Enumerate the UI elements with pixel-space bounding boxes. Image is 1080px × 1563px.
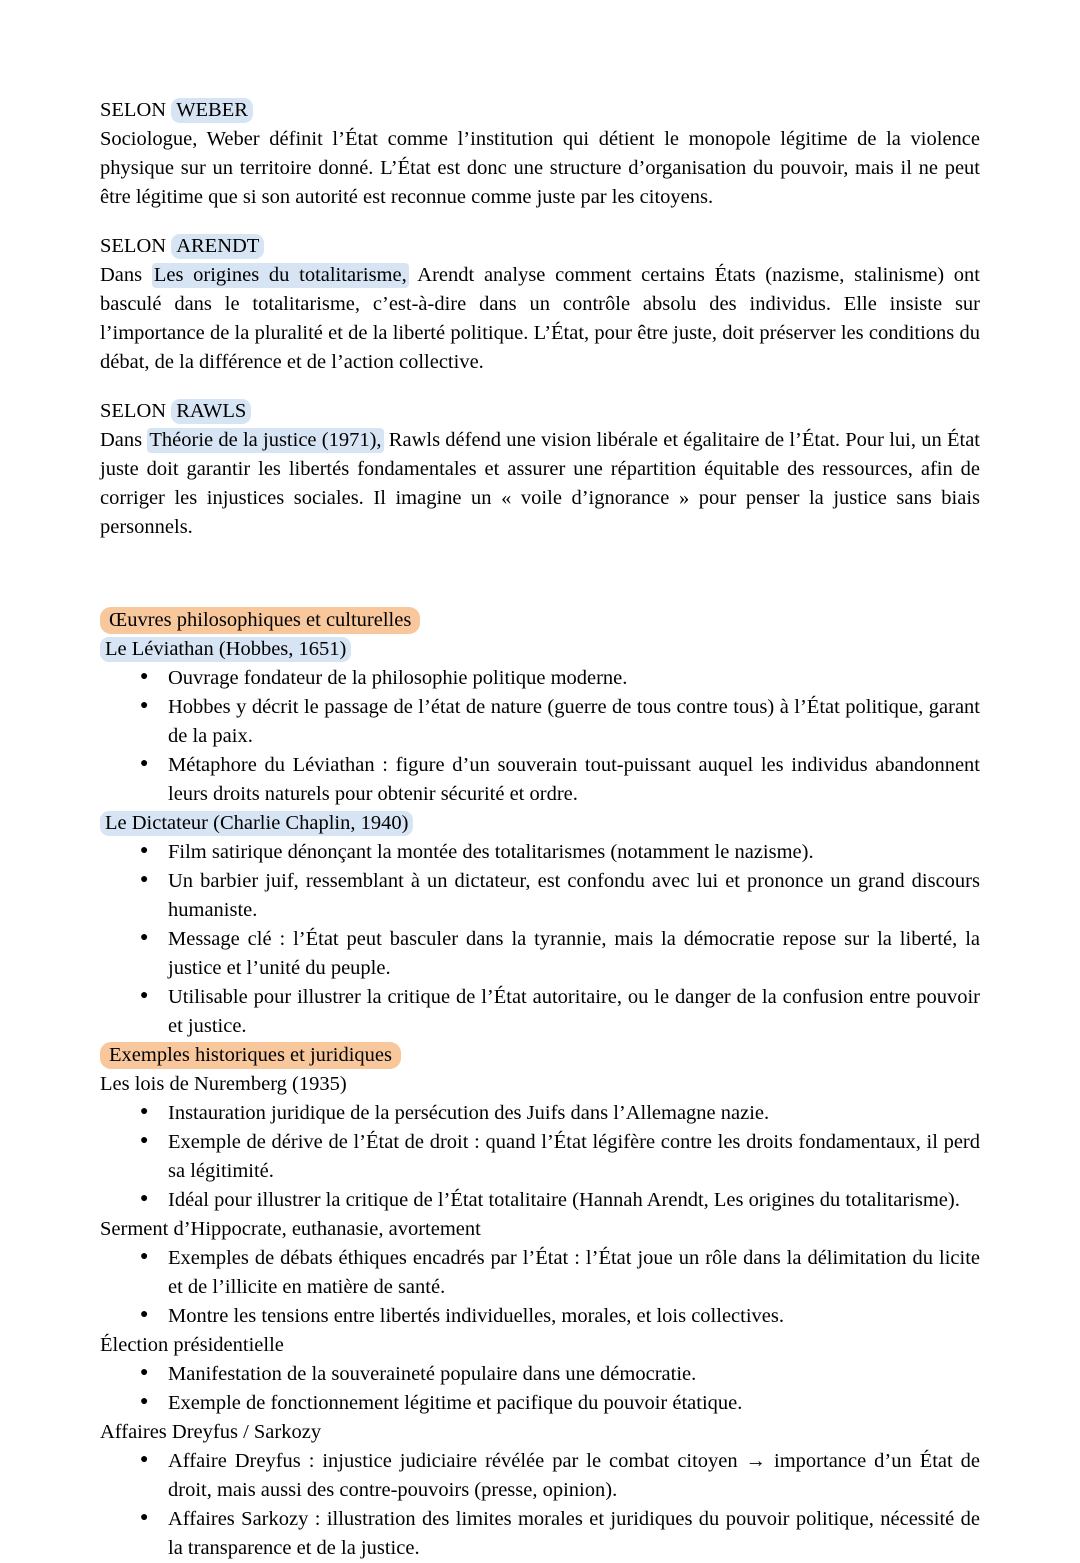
list-item: ● Ouvrage fondateur de la philosophie politique moderne. (100, 664, 980, 693)
list-item: ● Manifestation de la souveraineté populaire dans une démocratie. (100, 1360, 980, 1389)
body-rest: Rawls défend une vision libérale et égalitaire de l’État. Pour lui, un État juste doit garantir les libertés fondamentales et assurer une répartition équitable des ressources, afin de corriger les injustices sociales. Il imagine un « voile d’ignorance » pour penser la justice sans biais personnels. (100, 429, 980, 538)
list-item: ● Exemple de fonctionnement légitime et pacifique du pouvoir étatique. (100, 1389, 980, 1418)
list-item: ● Message clé : l’État peut basculer dans la tyrannie, mais la démocratie repose sur la liberté, la justice et l’unité du peuple. (100, 925, 980, 983)
list-item: ● Exemples de débats éthiques encadrés par l’État : l’État joue un rôle dans la délimitation du licite et de l’illicite en matière de santé. (100, 1244, 980, 1302)
bullet-list-election (100, 1360, 980, 1418)
bullet-list-nuremberg (100, 1099, 980, 1215)
category-exemples (100, 1041, 980, 1563)
list-item: ● Film satirique dénonçant la montée des totalitarismes (notamment le nazisme). (100, 838, 980, 867)
section-weber (100, 96, 980, 212)
list-item: ● Affaire Dreyfus : injustice judiciaire révélée par le combat citoyen → importance d’un État de droit, mais aussi des contre-pouvoirs (presse, opinion). (100, 1447, 980, 1505)
section-heading-rawls (100, 397, 980, 426)
section-body-rawls (100, 426, 980, 542)
document-content (100, 96, 980, 1563)
body-highlight-arendt: Les origines du totalitarisme, (153, 264, 407, 286)
body-rest: Arendt analyse comment certains États (nazisme, stalinisme) ont basculé dans le totalitarisme, c’est-à-dire dans un contrôle absolu des individus. Elle insiste sur l’importance de la pluralité et de la liberté politique. L’État, pour être juste, doit préserver les conditions du débat, de la différence et de l’action collective. (100, 264, 980, 373)
category-label-oeuvres-row (100, 606, 980, 635)
group-title-leviathan-row (100, 635, 980, 664)
heading-highlight-rawls: RAWLS (171, 399, 251, 424)
group-title-dictateur-row (100, 809, 980, 838)
category-oeuvres (100, 606, 980, 1041)
section-rawls (100, 397, 980, 542)
body-lead: Dans (100, 264, 152, 286)
list-item: ● Hobbes y décrit le passage de l’état de nature (guerre de tous contre tous) à l’État politique, garant de la paix. (100, 693, 980, 751)
body-lead: Dans (100, 429, 148, 451)
heading-highlight-weber: WEBER (171, 98, 253, 123)
spacer (100, 377, 980, 397)
bullet-list-dictateur (100, 838, 980, 1041)
heading-prefix: SELON (100, 99, 172, 121)
group-title-dreyfus: Affaires Dreyfus / Sarkozy (100, 1421, 322, 1443)
category-label-exemples: Exemples historiques et juridiques (100, 1042, 401, 1069)
section-heading-weber (100, 96, 980, 125)
category-label-oeuvres: Œuvres philosophiques et culturelles (100, 607, 420, 634)
heading-highlight-arendt: ARENDT (171, 234, 264, 259)
spacer (100, 212, 980, 232)
bullet-list-leviathan (100, 664, 980, 809)
group-title-leviathan: Le Léviathan (Hobbes, 1651) (100, 637, 351, 662)
section-arendt (100, 232, 980, 377)
list-item: ● Un barbier juif, ressemblant à un dictateur, est confondu avec lui et prononce un grand discours humaniste. (100, 867, 980, 925)
list-item: ● Instauration juridique de la persécution des Juifs dans l’Allemagne nazie. (100, 1099, 980, 1128)
bullet-list-hippocrate (100, 1244, 980, 1331)
heading-prefix: SELON (100, 235, 172, 257)
body-highlight-rawls: Théorie de la justice (1971), (149, 429, 382, 451)
spacer-large (100, 542, 980, 606)
group-title-nuremberg: Les lois de Nuremberg (1935) (100, 1073, 347, 1095)
category-label-exemples-row (100, 1041, 980, 1070)
group-title-dictateur: Le Dictateur (Charlie Chaplin, 1940) (100, 811, 413, 836)
list-item: ● Affaires Sarkozy : illustration des limites morales et juridiques du pouvoir politique, nécessité de la transparence et de la justice. (100, 1505, 980, 1563)
group-title-election: Élection présidentielle (100, 1334, 284, 1356)
list-item: ● Métaphore du Léviathan : figure d’un souverain tout-puissant auquel les individus abandonnent leurs droits naturels pour obtenir sécurité et ordre. (100, 751, 980, 809)
section-body-arendt (100, 261, 980, 377)
bullet-list-dreyfus (100, 1447, 980, 1563)
section-heading-arendt (100, 232, 980, 261)
list-item: ● Idéal pour illustrer la critique de l’État totalitaire (Hannah Arendt, Les origines du totalitarisme). (100, 1186, 980, 1215)
list-item: ● Exemple de dérive de l’État de droit : quand l’État légifère contre les droits fondamentaux, il perd sa légitimité. (100, 1128, 980, 1186)
group-title-hippocrate: Serment d’Hippocrate, euthanasie, avortement (100, 1218, 481, 1240)
list-item: ● Utilisable pour illustrer la critique de l’État autoritaire, ou le danger de la confusion entre pouvoir et justice. (100, 983, 980, 1041)
list-item: ● Montre les tensions entre libertés individuelles, morales, et lois collectives. (100, 1302, 980, 1331)
section-body-weber: Sociologue, Weber définit l’État comme l’institution qui détient le monopole légitime de la violence physique sur un territoire donné. L’État est donc une structure d’organisation du pouvoir, mais il ne peut être légitime que si son autorité est reconnue comme juste par les citoyens. (100, 128, 980, 208)
heading-prefix: SELON (100, 400, 172, 422)
